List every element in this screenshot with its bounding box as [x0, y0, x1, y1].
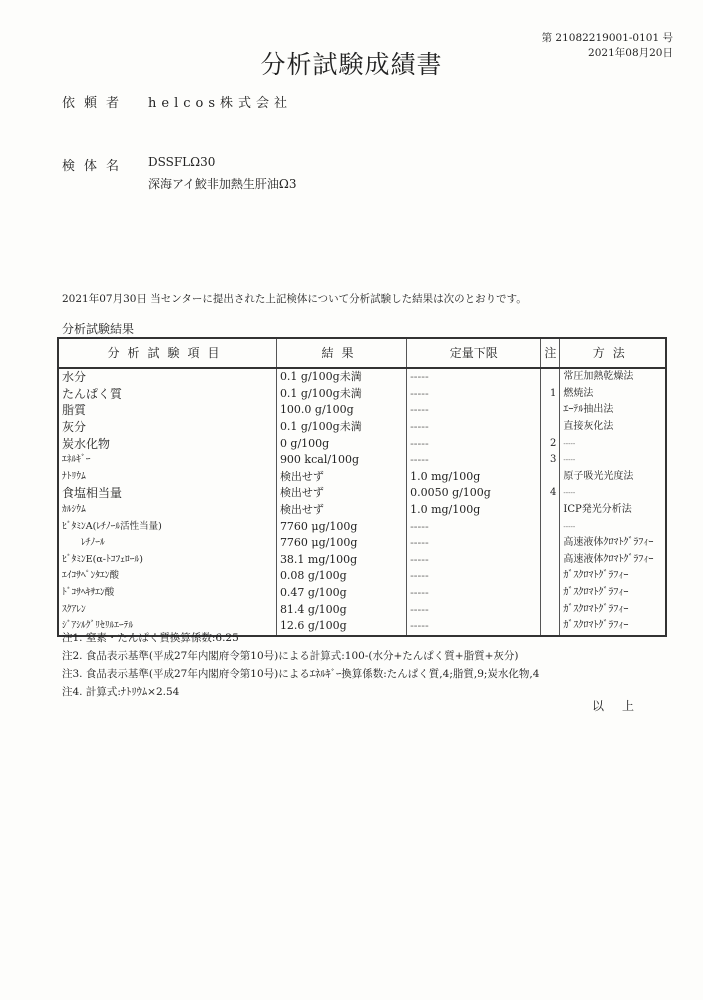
cell-method: ICP発光分析法: [563, 504, 632, 516]
table-row: [58, 518, 666, 535]
cell-limit: -----: [407, 535, 541, 552]
cell-note: 3: [541, 452, 560, 469]
table-row: [58, 452, 666, 469]
cell-note: [541, 601, 560, 618]
cell-item: ﾚﾁﾉｰﾙ: [58, 535, 276, 552]
cell-limit: -----: [407, 601, 541, 618]
table-row: [58, 402, 666, 419]
header-method: 方法: [560, 338, 666, 368]
document-number: 第 21082219001-0101 号: [541, 32, 673, 44]
document-title: 分析試験成績書: [260, 50, 443, 79]
table-row: [58, 601, 666, 618]
cell-limit: -----: [407, 386, 541, 403]
cell-note: [541, 585, 560, 602]
cell-note: [541, 368, 560, 386]
table-row: [58, 386, 666, 403]
cell-result: 38.1 mg/100g: [276, 552, 406, 569]
cell-note: 2: [541, 435, 560, 452]
note-2: 注2. 食品表示基準(平成27年内閣府令第10号)による計算式:100-(水分+たんぱく質+脂質+灰分): [62, 650, 519, 662]
table-row: [58, 535, 666, 552]
cell-limit: -----: [407, 568, 541, 585]
cell-item: たんぱく質: [58, 386, 276, 403]
cell-method: -----: [563, 522, 576, 531]
cell-limit: -----: [407, 402, 541, 419]
cell-method: ｶﾞｽｸﾛﾏﾄｸﾞﾗﾌｨｰ: [563, 587, 629, 599]
cell-result: 12.6 g/100g: [276, 618, 406, 636]
cell-item: 脂質: [58, 402, 276, 419]
cell-result: 0.47 g/100g: [276, 585, 406, 602]
cell-method: ｶﾞｽｸﾛﾏﾄｸﾞﾗﾌｨｰ: [563, 620, 629, 632]
table-row: [58, 368, 666, 386]
cell-item: ﾋﾞﾀﾐﾝE(α-ﾄｺﾌｪﾛｰﾙ): [58, 552, 276, 569]
cell-method: ｴｰﾃﾙ抽出法: [563, 404, 614, 416]
results-table: [57, 337, 667, 637]
cell-method: 高速液体ｸﾛﾏﾄｸﾞﾗﾌｨｰ: [563, 537, 654, 549]
cell-item: ｴｲｺｻﾍﾟﾝﾀｴﾝ酸: [58, 568, 276, 585]
table-row: [58, 469, 666, 486]
results-body: [58, 368, 666, 636]
cell-item: 食塩相当量: [58, 485, 276, 502]
table-row: [58, 502, 666, 519]
cell-limit: 1.0 mg/100g: [407, 502, 541, 519]
cell-limit: -----: [407, 518, 541, 535]
client-label: 依頼者: [62, 96, 129, 111]
table-row: [58, 585, 666, 602]
cell-note: [541, 552, 560, 569]
cell-item: 水分: [58, 368, 276, 386]
sample-code: DSSFLΩ30: [148, 155, 216, 169]
cell-limit: -----: [407, 419, 541, 436]
cell-item: ｽｸｱﾚﾝ: [58, 601, 276, 618]
table-row: [58, 485, 666, 502]
cell-note: [541, 469, 560, 486]
cell-limit: -----: [407, 552, 541, 569]
cell-limit: 0.0050 g/100g: [407, 485, 541, 502]
cell-note: [541, 568, 560, 585]
cell-note: [541, 618, 560, 636]
cell-note: [541, 419, 560, 436]
cell-method: 直接灰化法: [563, 421, 614, 433]
cell-item: ﾅﾄﾘｳﾑ: [58, 469, 276, 486]
cell-result: 100.0 g/100g: [276, 402, 406, 419]
cell-result: 検出せず: [276, 469, 406, 486]
cell-method: 原子吸光光度法: [563, 470, 634, 482]
cell-method: 高速液体ｸﾛﾏﾄｸﾞﾗﾌｨｰ: [563, 553, 654, 565]
client-name: helcos株式会社: [148, 96, 293, 111]
cell-limit: 1.0 mg/100g: [407, 469, 541, 486]
cell-note: [541, 518, 560, 535]
cell-method: ｶﾞｽｸﾛﾏﾄｸﾞﾗﾌｨｰ: [563, 570, 629, 582]
document-date: 2021年08月20日: [588, 47, 673, 59]
cell-note: [541, 502, 560, 519]
table-row: [58, 419, 666, 436]
cell-method: -----: [563, 439, 576, 448]
cell-item: ｶﾙｼｳﾑ: [58, 502, 276, 519]
note-4: 注4. 計算式:ﾅﾄﾘｳﾑ×2.54: [62, 686, 180, 698]
table-row: [58, 568, 666, 585]
sample-name: 深海アイ鮫非加熱生肝油Ω3: [148, 177, 297, 191]
cell-note: 1: [541, 386, 560, 403]
results-title: 分析試験結果: [62, 322, 135, 336]
cell-method: -----: [563, 456, 576, 465]
intro-text: 2021年07月30日 当センターに提出された上記検体について分析試験した結果は次のとおりです。: [62, 293, 527, 305]
header-limit: 定量下限: [407, 338, 541, 368]
cell-item: ｼﾞｱｼﾙｸﾞﾘｾﾘﾙｴｰﾃﾙ: [58, 618, 276, 636]
cell-limit: -----: [407, 435, 541, 452]
table-header-row: [58, 338, 666, 368]
cell-limit: -----: [407, 585, 541, 602]
cell-result: 0.1 g/100g未満: [276, 368, 406, 386]
cell-method: ｶﾞｽｸﾛﾏﾄｸﾞﾗﾌｨｰ: [563, 603, 629, 615]
header-item: 分析試験項目: [58, 338, 276, 368]
cell-method: 常圧加熱乾燥法: [563, 371, 634, 383]
cell-result: 0.1 g/100g未満: [276, 419, 406, 436]
cell-note: [541, 402, 560, 419]
cell-item: 炭水化物: [58, 435, 276, 452]
closing-mark: 以上: [592, 699, 653, 713]
cell-limit: -----: [407, 368, 541, 386]
cell-result: 検出せず: [276, 485, 406, 502]
cell-result: 検出せず: [276, 502, 406, 519]
cell-item: ﾋﾞﾀﾐﾝA(ﾚﾁﾉｰﾙ活性当量): [58, 518, 276, 535]
header-note: 注: [541, 338, 560, 368]
cell-result: 7760 μg/100g: [276, 518, 406, 535]
note-1: 注1. 窒素・たんぱく質換算係数:6.25: [62, 632, 239, 644]
cell-item: ｴﾈﾙｷﾞｰ: [58, 452, 276, 469]
cell-result: 900 kcal/100g: [276, 452, 406, 469]
cell-note: [541, 535, 560, 552]
header-result: 結果: [276, 338, 406, 368]
cell-result: 7760 μg/100g: [276, 535, 406, 552]
cell-method: 燃焼法: [563, 387, 594, 399]
table-row: [58, 435, 666, 452]
cell-item: ﾄﾞｺｻﾍｷｻｴﾝ酸: [58, 585, 276, 602]
cell-result: 81.4 g/100g: [276, 601, 406, 618]
cell-result: 0 g/100g: [276, 435, 406, 452]
note-3: 注3. 食品表示基準(平成27年内閣府令第10号)によるｴﾈﾙｷﾞｰ換算係数:たんぱく質,4;脂質,9;炭水化物,4: [62, 668, 540, 680]
table-row: [58, 552, 666, 569]
sample-label: 検体名: [62, 159, 129, 174]
cell-method: -----: [563, 489, 576, 498]
cell-note: 4: [541, 485, 560, 502]
cell-limit: -----: [407, 618, 541, 636]
cell-result: 0.08 g/100g: [276, 568, 406, 585]
cell-item: 灰分: [58, 419, 276, 436]
cell-limit: -----: [407, 452, 541, 469]
cell-result: 0.1 g/100g未満: [276, 386, 406, 403]
